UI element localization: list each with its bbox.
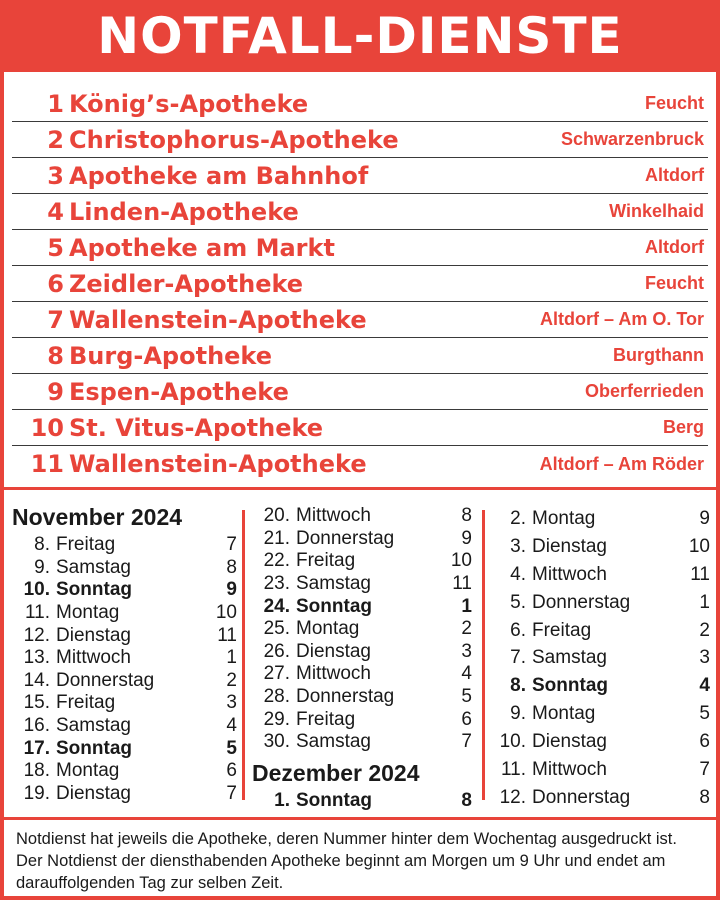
weekday-name: Dienstag bbox=[296, 640, 371, 662]
pharmacy-number: 4 bbox=[461, 663, 472, 685]
weekday-name: Dienstag bbox=[532, 535, 607, 557]
section-divider bbox=[4, 487, 716, 490]
weekday-name: Samstag bbox=[296, 573, 371, 595]
pharmacy-name bbox=[12, 198, 299, 226]
pharmacy-number: 7 bbox=[461, 731, 472, 753]
day-number: 6. bbox=[510, 619, 526, 641]
page-title: NOTFALL-DIENSTE bbox=[0, 0, 720, 72]
pharmacy-name bbox=[12, 342, 272, 370]
day-number: 16. bbox=[23, 715, 50, 737]
footer-note: Notdienst hat jeweils die Apotheke, deren Nummer hinter dem Wochentag ausgedruckt ist. Der Notdienst der diensthabenden Apotheke beginnt am Morgen um 9 Uhr und endet am darauffolgenden Tag zur selben Zeit. bbox=[4, 817, 716, 896]
pharmacy-number: 10 bbox=[450, 550, 472, 572]
day-number: 7. bbox=[510, 647, 526, 669]
day-number: 13. bbox=[23, 647, 50, 669]
day-number: 27. bbox=[263, 663, 290, 685]
calendar-day-row bbox=[12, 760, 237, 783]
pharmacy-number: 5 bbox=[226, 737, 237, 759]
pharmacy-town: Altdorf – Am Röder bbox=[539, 453, 704, 474]
day-number: 14. bbox=[23, 669, 50, 691]
calendar-day-row bbox=[492, 505, 710, 533]
calendar-day-row bbox=[252, 708, 472, 731]
day-number: 10. bbox=[499, 731, 526, 753]
pharmacy-number: 2 bbox=[47, 125, 64, 154]
day-number: 26. bbox=[263, 640, 290, 662]
pharmacy-number: 8 bbox=[699, 786, 710, 808]
pharmacy-row bbox=[12, 374, 708, 410]
pharmacy-town: Altdorf – Am O. Tor bbox=[540, 309, 704, 329]
pharmacy-number: 10 bbox=[30, 413, 64, 442]
pharmacy-label: Wallenstein-Apotheke bbox=[69, 305, 367, 334]
day-number: 18. bbox=[23, 760, 50, 782]
weekday-name: Donnerstag bbox=[56, 669, 155, 691]
weekday-name: Samstag bbox=[56, 556, 131, 578]
pharmacy-label: Apotheke am Markt bbox=[69, 233, 335, 262]
pharmacy-number: 5 bbox=[47, 233, 64, 262]
pharmacy-town: Winkelhaid bbox=[609, 201, 704, 221]
weekday-name: Dienstag bbox=[532, 731, 607, 753]
day-number: 23. bbox=[263, 573, 290, 595]
pharmacy-name bbox=[12, 270, 303, 298]
pharmacy-row bbox=[12, 446, 708, 482]
weekday-name: Montag bbox=[532, 507, 596, 529]
pharmacy-name bbox=[12, 378, 289, 406]
pharmacy-number: 4 bbox=[226, 715, 237, 737]
calendar-day-row bbox=[492, 617, 710, 645]
pharmacy-town: Altdorf bbox=[645, 237, 704, 257]
calendar-day-row bbox=[252, 573, 472, 596]
day-number: 29. bbox=[263, 708, 290, 730]
calendar-day-row bbox=[12, 579, 237, 602]
weekday-name: Samstag bbox=[532, 647, 607, 669]
pharmacy-label: Wallenstein-Apotheke bbox=[69, 450, 367, 478]
weekday-name: Dienstag bbox=[56, 782, 131, 804]
pharmacy-label: St. Vitus-Apotheke bbox=[69, 413, 324, 442]
calendar-day-row bbox=[492, 533, 710, 561]
pharmacy-label: Burg-Apotheke bbox=[69, 341, 273, 370]
calendar-day-row bbox=[492, 784, 710, 812]
calendar-day-row bbox=[252, 663, 472, 686]
day-number: 19. bbox=[23, 782, 50, 804]
pharmacy-town: Schwarzenbruck bbox=[560, 129, 704, 149]
pharmacy-number: 2 bbox=[226, 669, 237, 691]
column-divider bbox=[482, 510, 485, 800]
pharmacy-name bbox=[12, 414, 323, 442]
day-number: 4. bbox=[510, 563, 526, 585]
calendar-day-row bbox=[492, 672, 710, 700]
calendar-day-row bbox=[492, 589, 710, 617]
day-number: 17. bbox=[23, 737, 50, 759]
pharmacy-list bbox=[12, 86, 708, 482]
weekday-name: Sonntag bbox=[56, 737, 132, 759]
weekday-name: Freitag bbox=[56, 692, 116, 714]
calendar-day-row bbox=[252, 550, 472, 573]
pharmacy-name bbox=[12, 162, 368, 190]
pharmacy-number: 1 bbox=[461, 595, 472, 617]
pharmacy-number: 11 bbox=[452, 573, 472, 595]
month-title-december: Dezember 2024 bbox=[252, 759, 420, 786]
weekday-name: Freitag bbox=[296, 550, 356, 572]
pharmacy-number: 8 bbox=[226, 556, 237, 578]
pharmacy-number: 6 bbox=[47, 269, 64, 298]
pharmacy-number: 9 bbox=[47, 377, 64, 406]
day-number: 12. bbox=[499, 786, 526, 808]
weekday-name: Sonntag bbox=[56, 579, 132, 601]
weekday-name: Sonntag bbox=[296, 595, 372, 617]
pharmacy-label: Apotheke am Bahnhof bbox=[69, 161, 369, 190]
pharmacy-number: 6 bbox=[461, 708, 472, 730]
pharmacy-name bbox=[12, 450, 367, 478]
calendar-day-row bbox=[492, 561, 710, 589]
pharmacy-row bbox=[12, 338, 708, 374]
pharmacy-number: 1 bbox=[699, 591, 710, 613]
pharmacy-town: Berg bbox=[662, 417, 704, 437]
calendar-day-row bbox=[12, 692, 237, 715]
day-number: 9. bbox=[510, 703, 526, 725]
calendar-day-row bbox=[252, 790, 472, 813]
calendar-day-row bbox=[252, 641, 472, 664]
day-number: 10. bbox=[23, 579, 50, 601]
pharmacy-number: 4 bbox=[47, 197, 64, 226]
pharmacy-number: 9 bbox=[699, 507, 710, 529]
day-number: 8. bbox=[34, 534, 50, 556]
calendar-day-row bbox=[12, 602, 237, 625]
pharmacy-number: 10 bbox=[215, 602, 237, 624]
weekday-name: Mittwoch bbox=[296, 505, 371, 527]
weekday-name: Montag bbox=[296, 618, 360, 640]
weekday-name: Freitag bbox=[56, 534, 116, 556]
weekday-name: Donnerstag bbox=[296, 527, 395, 549]
day-number: 12. bbox=[23, 624, 50, 646]
pharmacy-name bbox=[12, 126, 399, 154]
weekday-name: Mittwoch bbox=[296, 663, 371, 685]
day-number: 5. bbox=[510, 591, 526, 613]
day-number: 11. bbox=[24, 602, 50, 624]
pharmacy-row bbox=[12, 410, 708, 446]
pharmacy-row bbox=[12, 158, 708, 194]
pharmacy-name bbox=[12, 234, 335, 262]
day-number: 9. bbox=[34, 556, 50, 578]
day-number: 30. bbox=[263, 731, 290, 753]
calendar-day-row bbox=[12, 715, 237, 738]
pharmacy-number: 2 bbox=[461, 618, 472, 640]
pharmacy-town: Burgthann bbox=[613, 345, 704, 365]
pharmacy-number: 8 bbox=[461, 505, 472, 527]
calendar-day-row bbox=[12, 534, 237, 557]
pharmacy-number: 5 bbox=[699, 703, 710, 725]
weekday-name: Samstag bbox=[296, 731, 371, 753]
weekday-name: Sonntag bbox=[296, 789, 372, 811]
pharmacy-number: 6 bbox=[699, 731, 710, 753]
calendar-day-row bbox=[252, 528, 472, 551]
day-number: 21. bbox=[263, 527, 290, 549]
calendar-day-row bbox=[252, 505, 472, 528]
pharmacy-number: 11 bbox=[217, 624, 237, 646]
calendar-column-1 bbox=[12, 500, 237, 805]
pharmacy-number: 6 bbox=[226, 760, 237, 782]
calendar-day-row bbox=[12, 647, 237, 670]
weekday-name: Mittwoch bbox=[532, 758, 607, 780]
calendar-day-row bbox=[492, 700, 710, 728]
pharmacy-number: 8 bbox=[47, 341, 64, 370]
day-number: 24. bbox=[263, 595, 290, 617]
pharmacy-row bbox=[12, 194, 708, 230]
day-number: 3. bbox=[510, 535, 526, 557]
pharmacy-label: König’s-Apotheke bbox=[69, 89, 309, 118]
day-number: 25. bbox=[263, 618, 290, 640]
weekday-name: Mittwoch bbox=[532, 563, 607, 585]
calendar-day-row bbox=[12, 670, 237, 693]
day-number: 2. bbox=[510, 507, 526, 529]
weekday-name: Mittwoch bbox=[56, 647, 131, 669]
pharmacy-town: Feucht bbox=[644, 273, 704, 293]
pharmacy-number: 3 bbox=[699, 647, 710, 669]
calendar-day-row bbox=[12, 557, 237, 580]
weekday-name: Donnerstag bbox=[532, 591, 631, 613]
pharmacy-number: 3 bbox=[226, 692, 237, 714]
weekday-name: Donnerstag bbox=[296, 686, 395, 708]
pharmacy-number: 7 bbox=[226, 534, 237, 556]
calendar-day-row bbox=[252, 595, 472, 618]
pharmacy-row bbox=[12, 302, 708, 338]
day-number: 11. bbox=[500, 758, 526, 780]
pharmacy-row bbox=[12, 122, 708, 158]
day-number: 22. bbox=[263, 550, 290, 572]
pharmacy-name bbox=[12, 306, 367, 334]
pharmacy-label: Linden-Apotheke bbox=[69, 197, 299, 226]
pharmacy-number: 1 bbox=[47, 89, 64, 118]
pharmacy-label: Christophorus-Apotheke bbox=[69, 125, 399, 154]
weekday-name: Montag bbox=[56, 760, 120, 782]
pharmacy-number: 7 bbox=[47, 305, 64, 334]
day-number: 1. bbox=[274, 789, 290, 811]
day-number: 8. bbox=[510, 675, 526, 697]
weekday-name: Samstag bbox=[56, 715, 131, 737]
pharmacy-town: Oberferrieden bbox=[584, 381, 704, 401]
day-number: 15. bbox=[23, 692, 50, 714]
calendar-day-row bbox=[492, 728, 710, 756]
pharmacy-number: 2 bbox=[699, 619, 710, 641]
pharmacy-number: 7 bbox=[226, 782, 237, 804]
pharmacy-number: 3 bbox=[461, 640, 472, 662]
month-title-november: November 2024 bbox=[12, 504, 183, 530]
pharmacy-number: 3 bbox=[47, 161, 64, 190]
pharmacy-number: 4 bbox=[699, 675, 710, 697]
day-number: 20. bbox=[263, 505, 290, 527]
calendar-day-row bbox=[12, 624, 237, 647]
calendar-day-row bbox=[252, 731, 472, 754]
calendar-column-2 bbox=[252, 505, 472, 812]
weekday-name: Freitag bbox=[532, 619, 592, 641]
weekday-name: Montag bbox=[56, 602, 120, 624]
pharmacy-number: 11 bbox=[690, 563, 710, 585]
weekday-name: Donnerstag bbox=[532, 786, 631, 808]
pharmacy-number: 8 bbox=[461, 789, 472, 811]
pharmacy-row bbox=[12, 266, 708, 302]
calendar-column-3 bbox=[492, 505, 710, 812]
pharmacy-number: 10 bbox=[688, 535, 710, 557]
weekday-name: Sonntag bbox=[532, 675, 608, 697]
pharmacy-number: 11 bbox=[30, 450, 64, 478]
column-divider bbox=[242, 510, 245, 800]
calendar-day-row bbox=[12, 737, 237, 760]
weekday-name: Montag bbox=[532, 703, 596, 725]
calendar-day-row bbox=[492, 644, 710, 672]
pharmacy-number: 1 bbox=[226, 647, 237, 669]
calendar-day-row bbox=[492, 756, 710, 784]
day-number: 28. bbox=[263, 686, 290, 708]
calendar-day-row bbox=[252, 618, 472, 641]
pharmacy-number: 5 bbox=[461, 686, 472, 708]
pharmacy-town: Altdorf bbox=[645, 165, 704, 185]
weekday-name: Dienstag bbox=[56, 624, 131, 646]
pharmacy-label: Zeidler-Apotheke bbox=[69, 269, 304, 298]
pharmacy-label: Espen-Apotheke bbox=[69, 377, 289, 406]
pharmacy-number: 7 bbox=[699, 758, 710, 780]
weekday-name: Freitag bbox=[296, 708, 356, 730]
pharmacy-number: 9 bbox=[461, 527, 472, 549]
pharmacy-row bbox=[12, 86, 708, 122]
pharmacy-town: Feucht bbox=[644, 93, 704, 113]
pharmacy-number: 9 bbox=[226, 579, 237, 601]
calendar-day-row bbox=[12, 783, 237, 806]
pharmacy-name bbox=[12, 90, 308, 118]
calendar-day-row bbox=[252, 686, 472, 709]
pharmacy-row bbox=[12, 230, 708, 266]
